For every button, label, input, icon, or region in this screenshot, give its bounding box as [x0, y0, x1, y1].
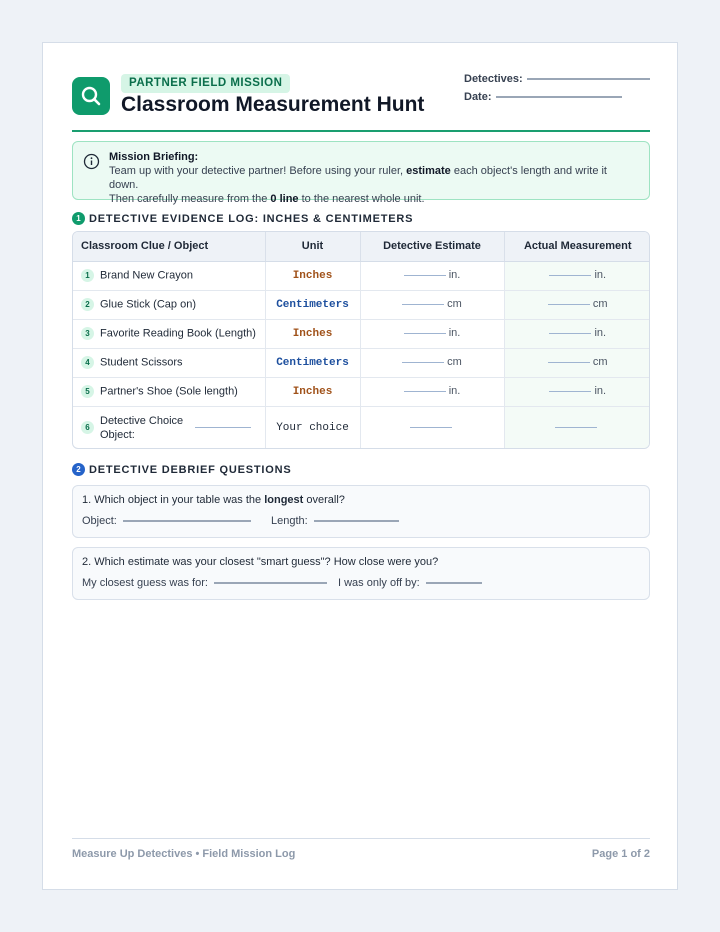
unit-cell — [265, 406, 360, 449]
object-cell — [73, 290, 265, 319]
actual-cell — [504, 261, 650, 290]
estimate-blank[interactable] — [404, 391, 446, 392]
estimate-cell — [360, 406, 504, 449]
answer-label: Object: — [82, 515, 117, 527]
info-icon — [83, 153, 100, 175]
unit-cell — [265, 261, 360, 290]
header-object: Classroom Clue / Object — [73, 232, 265, 261]
row-number: 1 — [81, 269, 94, 282]
object-answer-blank[interactable] — [123, 520, 251, 522]
date-blank[interactable] — [496, 96, 622, 98]
estimate-unit: in. — [448, 385, 461, 398]
row-number: 3 — [81, 327, 94, 340]
object-name: Detective Choice Object: — [100, 414, 184, 441]
magnifier-icon — [72, 77, 110, 115]
estimate-unit: cm — [447, 298, 462, 311]
estimate-cell — [360, 377, 504, 406]
unit-cell — [265, 290, 360, 319]
answer-off-by — [338, 577, 482, 589]
object-cell — [73, 377, 265, 406]
table-row — [73, 319, 650, 348]
date-field — [464, 91, 650, 103]
row-number: 4 — [81, 356, 94, 369]
table-row — [73, 377, 650, 406]
estimate-cell — [360, 290, 504, 319]
unit-cell — [265, 319, 360, 348]
header-divider — [72, 130, 650, 132]
actual-blank[interactable] — [549, 333, 591, 334]
off-by-blank[interactable] — [426, 582, 482, 584]
unit-cell — [265, 348, 360, 377]
answer-label: Length: — [271, 515, 308, 527]
closest-guess-blank[interactable] — [214, 582, 327, 584]
footer-divider — [72, 838, 650, 839]
object-name: Student Scissors — [100, 356, 183, 369]
section-number: 2 — [72, 463, 85, 476]
length-answer-blank[interactable] — [314, 520, 399, 522]
object-cell — [73, 348, 265, 377]
object-name: Brand New Crayon — [100, 269, 193, 282]
mission-badge: PARTNER FIELD MISSION — [121, 74, 290, 93]
header-unit: Unit — [265, 232, 360, 261]
header-actual: Actual Measurement — [504, 232, 650, 261]
detectives-blank[interactable] — [527, 78, 650, 80]
table-row — [73, 261, 650, 290]
object-cell — [73, 319, 265, 348]
section-number: 1 — [72, 212, 85, 225]
actual-blank[interactable] — [555, 427, 597, 428]
unit-cell — [265, 377, 360, 406]
section-debrief-heading — [72, 463, 292, 476]
question-text: 2. Which estimate was your closest "smart guess"? How close were you? — [82, 556, 439, 568]
estimate-cell — [360, 319, 504, 348]
actual-blank[interactable] — [549, 391, 591, 392]
answer-label: My closest guess was for: — [82, 577, 208, 589]
row-number: 2 — [81, 298, 94, 311]
table-row — [73, 290, 650, 319]
row-number: 5 — [81, 385, 94, 398]
actual-blank[interactable] — [548, 304, 590, 305]
question-text: 1. Which object in your table was the longest overall? — [82, 494, 345, 506]
actual-cell — [504, 377, 650, 406]
object-name: Glue Stick (Cap on) — [100, 298, 196, 311]
actual-blank[interactable] — [548, 362, 590, 363]
actual-cell — [504, 319, 650, 348]
section-evidence-log-heading — [72, 212, 413, 225]
unit-label: Inches — [292, 270, 333, 282]
unit-label: Inches — [292, 328, 333, 340]
object-name: Favorite Reading Book (Length) — [100, 327, 256, 340]
estimate-unit: in. — [448, 269, 461, 282]
evidence-table — [72, 231, 650, 449]
estimate-blank[interactable] — [404, 275, 446, 276]
detectives-label: Detectives: — [464, 73, 523, 85]
answer-label: I was only off by: — [338, 577, 420, 589]
briefing-text: Team up with your detective partner! Before using your ruler, estimate each object's length and write it down. Then carefully measure from the 0 line to the nearest whole unit. — [109, 165, 607, 205]
estimate-blank[interactable] — [404, 333, 446, 334]
estimate-cell — [360, 348, 504, 377]
detectives-field — [464, 73, 650, 85]
table-row-choice — [73, 406, 650, 449]
actual-unit: cm — [592, 298, 608, 311]
question-card — [72, 547, 650, 600]
table-header-row — [73, 232, 650, 261]
answer-closest-guess — [82, 577, 327, 589]
object-name: Partner's Shoe (Sole length) — [100, 385, 238, 398]
mission-briefing — [72, 141, 650, 205]
header-estimate: Detective Estimate — [360, 232, 504, 261]
answer-object — [82, 515, 251, 527]
page-title: Classroom Measurement Hunt — [121, 93, 425, 116]
actual-unit: in. — [594, 385, 607, 398]
question-card — [72, 485, 650, 538]
page-number: Page 1 of 2 — [591, 848, 650, 860]
section-title: DETECTIVE DEBRIEF QUESTIONS — [89, 463, 292, 476]
answer-length — [271, 515, 399, 527]
unit-label: Centimeters — [276, 357, 349, 369]
unit-label: Inches — [292, 386, 333, 398]
actual-cell — [504, 290, 650, 319]
table-row — [73, 348, 650, 377]
worksheet-page — [42, 42, 678, 890]
actual-unit: in. — [594, 269, 607, 282]
actual-cell — [504, 406, 650, 449]
estimate-unit: in. — [448, 327, 461, 340]
estimate-unit: cm — [447, 356, 462, 369]
estimate-blank[interactable] — [410, 427, 452, 428]
section-title: DETECTIVE EVIDENCE LOG: INCHES & CENTIMETERS — [89, 212, 414, 225]
briefing-title: Mission Briefing: — [109, 151, 199, 163]
unit-label: Centimeters — [276, 299, 349, 311]
actual-unit: cm — [592, 356, 608, 369]
actual-cell — [504, 348, 650, 377]
page-content — [72, 43, 650, 889]
object-cell — [73, 406, 265, 449]
actual-unit: in. — [594, 327, 607, 340]
estimate-blank[interactable] — [402, 304, 444, 305]
row-number: 6 — [81, 421, 94, 434]
footer-left: Measure Up Detectives • Field Mission Log — [72, 848, 296, 860]
date-label: Date: — [464, 91, 492, 103]
estimate-blank[interactable] — [402, 362, 444, 363]
object-cell — [73, 261, 265, 290]
estimate-cell — [360, 261, 504, 290]
actual-blank[interactable] — [549, 275, 591, 276]
choice-object-blank[interactable] — [195, 427, 251, 428]
unit-label: Your choice — [276, 422, 349, 435]
